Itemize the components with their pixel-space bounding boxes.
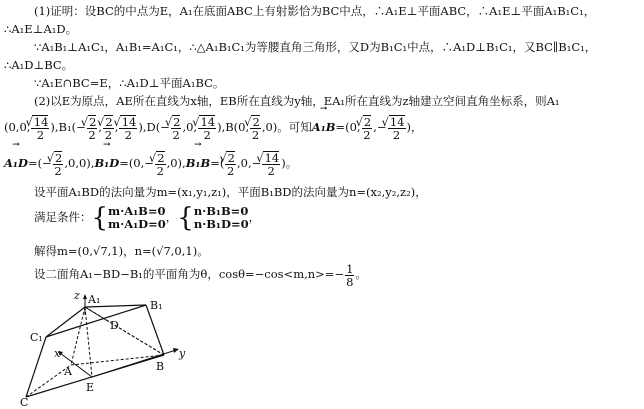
- edge-c1-c: [26, 337, 46, 397]
- fraction: [225, 151, 236, 177]
- proof-line-1: (1)证明：设BC的中点为E，A₁在底面ABC上有射影恰为BC中点，∴A₁E⊥平面ABC，∴A₁E⊥平面A₁B₁C₁，: [34, 4, 596, 18]
- denominator: 2: [198, 128, 216, 141]
- sqrt14: √ 14: [32, 115, 48, 128]
- proof-line-5: ∵A₁E∩BC=E，∴A₁D⊥平面A₁BC。: [34, 76, 225, 90]
- dihedral-angle-line: [34, 262, 367, 288]
- fraction: [171, 115, 182, 141]
- denominator: 2: [156, 164, 164, 178]
- zeros: ,0),: [166, 156, 186, 170]
- denominator: 2: [363, 128, 371, 142]
- conditions-n: [194, 205, 249, 231]
- sqrt2: √ 2: [226, 151, 235, 164]
- period: 。: [355, 267, 367, 281]
- sqrt2: √ 2: [54, 151, 63, 164]
- solution-line: 解得m=(0,√7,1)，n=(√7,0,1)。: [34, 244, 209, 258]
- label-d: D: [110, 319, 119, 332]
- denominator: 2: [54, 164, 62, 178]
- denominator: 2: [119, 128, 137, 141]
- comma: ,: [98, 120, 103, 134]
- fraction: [362, 115, 373, 141]
- vector-b1b: → B₁B: [186, 150, 210, 176]
- label-e: E: [86, 381, 95, 394]
- fraction: [31, 115, 49, 141]
- sqrt2: √ 2: [88, 115, 97, 128]
- numerator: 1: [346, 261, 354, 276]
- cond-m1: m·A₁B=0: [108, 204, 166, 218]
- denominator: 2: [262, 164, 280, 177]
- cond-n2: n·B₁D=0: [193, 217, 249, 231]
- vector-a1d: → A₁D: [4, 150, 28, 176]
- label-b: B: [156, 360, 165, 373]
- fraction: [262, 151, 280, 177]
- coordinates-line: [4, 114, 423, 141]
- sqrt2: √ 2: [156, 151, 165, 164]
- fraction: [388, 115, 406, 141]
- fraction: [198, 115, 216, 141]
- denominator: 2: [226, 164, 235, 178]
- comma: ，: [248, 210, 261, 224]
- sqrt2: √ 2: [251, 115, 260, 128]
- left-brace: {: [177, 203, 194, 233]
- fraction: [119, 115, 137, 141]
- coord-b: ),B(0,: [217, 120, 250, 134]
- left-brace: {: [91, 203, 109, 233]
- fraction: [53, 151, 64, 177]
- edge-c1-b1: [46, 305, 146, 337]
- denominator: 8: [346, 274, 354, 289]
- sqrt14: √ 14: [199, 115, 215, 128]
- cond-m2: m·A₁D=0: [108, 217, 166, 231]
- fraction: [155, 151, 166, 177]
- label-b1: B₁: [150, 299, 163, 312]
- sqrt14: √ 14: [263, 151, 279, 164]
- dihedral-text: 设二面角A₁−BD−B₁的平面角为θ，cosθ=−cos<m,n>=−: [34, 267, 345, 281]
- denominator: 2: [388, 128, 406, 141]
- proof-line-3: ∵A₁B₁⊥A₁C₁，A₁B₁=A₁C₁，∴△A₁B₁C₁为等腰直角三角形，又D为B₁C₁中点，∴A₁D⊥B₁C₁，又BC∥B₁C₁，: [34, 40, 597, 54]
- zero-minus: ,0,−: [236, 156, 262, 170]
- vec-eq: =(0,: [335, 120, 361, 134]
- vector-b1d: → B₁D: [94, 150, 119, 176]
- label-c: C: [20, 396, 29, 406]
- label-a1: A₁: [88, 293, 101, 306]
- vector-a1b: → A₁B: [312, 114, 336, 140]
- proof-line-2: ∴A₁E⊥A₁D。: [4, 22, 78, 36]
- vec-eq: =(: [210, 156, 225, 170]
- conditions-label: 满足条件：: [34, 210, 92, 224]
- sqrt14: √ 14: [389, 115, 405, 128]
- comma-minus: ,−: [373, 120, 387, 134]
- zeros: ,0,0),: [64, 156, 95, 170]
- conditions-line: [34, 202, 260, 232]
- edge-a-b: [71, 355, 164, 365]
- sqrt2: √ 2: [104, 115, 113, 128]
- label-a: A: [64, 365, 72, 378]
- text-kezhi: ,0)。可知: [261, 120, 312, 134]
- label-c1: C₁: [30, 331, 43, 344]
- label-y: y: [179, 347, 186, 360]
- normal-vector-line: 设平面A₁BD的法向量为m=(x₁,y₁,z₁)，平面B₁BD的法向量为n=(x₂,y₂,z₂)，: [34, 185, 427, 199]
- denominator: 2: [251, 128, 260, 142]
- vectors-line: [4, 150, 297, 177]
- coord-a1-open: (0,0,: [4, 120, 31, 134]
- denominator: 2: [88, 128, 96, 142]
- close-paren: )，: [406, 120, 423, 134]
- proof-line-6: (2)以E为原点，AE所在直线为x轴，EB所在直线为y轴，EA₁所在直线为z轴建立空间直角坐标系，则A₁: [34, 94, 560, 108]
- coord-b1: ),B₁(−: [50, 120, 86, 134]
- prism-figure: [16, 285, 196, 406]
- denominator: 2: [31, 128, 49, 141]
- close-paren: )。: [281, 156, 298, 170]
- coord-d: ),D(−: [138, 120, 170, 134]
- sqrt2: √ 2: [363, 115, 372, 128]
- fraction: [345, 263, 354, 288]
- comma: ,: [114, 120, 119, 134]
- denominator: 2: [172, 128, 180, 142]
- denominator: 2: [104, 128, 113, 142]
- fraction: [87, 115, 98, 141]
- sqrt2: √ 2: [172, 115, 181, 128]
- conditions-m: [108, 205, 166, 231]
- label-x: x: [54, 347, 61, 360]
- z-axis-arrow: [83, 294, 87, 299]
- vec-eq: =(0,−: [119, 156, 154, 170]
- fraction: [103, 115, 114, 141]
- fraction: [250, 115, 261, 141]
- proof-line-4: ∴A₁D⊥BC。: [4, 58, 74, 72]
- edge-b1-b: [146, 305, 164, 355]
- edge-a1-e: [85, 307, 92, 377]
- prism-svg: [16, 285, 196, 406]
- comma-zero: ,0,: [182, 120, 198, 134]
- label-z: z: [74, 289, 80, 302]
- cond-n1: n·B₁B=0: [193, 204, 249, 218]
- sqrt14: √ 14: [120, 115, 136, 128]
- comma: ，: [165, 210, 178, 224]
- vec-eq: =(−: [27, 156, 52, 170]
